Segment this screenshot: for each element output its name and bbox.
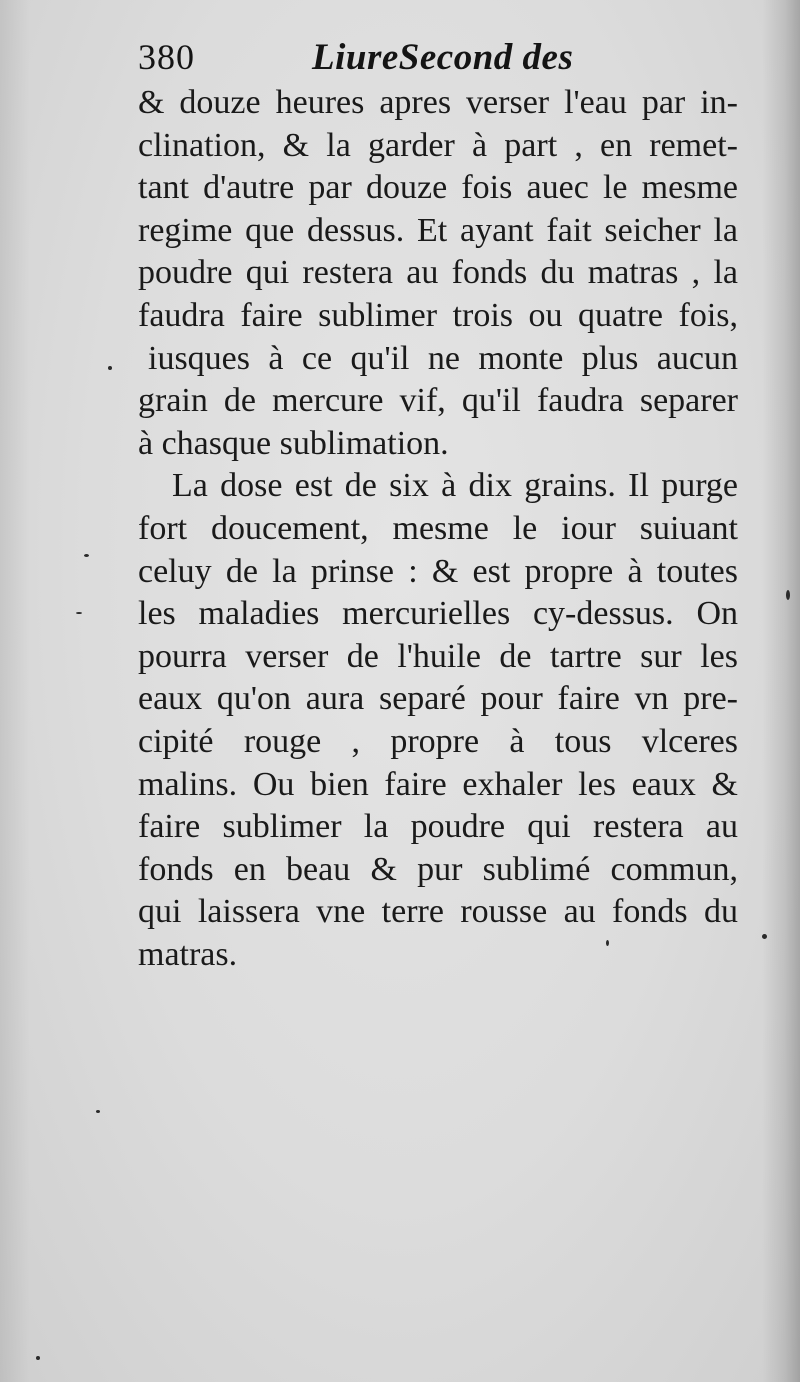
page-shadow-right xyxy=(762,0,800,1382)
text-line: poudre qui restera au fonds du matras , la xyxy=(138,254,738,292)
page-shadow-left xyxy=(0,0,30,1382)
running-head: LiureSecond des xyxy=(312,37,574,78)
ink-speck xyxy=(606,940,609,946)
text-line: les maladies mercurielles cy-dessus. On xyxy=(138,595,738,633)
ink-speck xyxy=(76,612,82,614)
page-number: 380 xyxy=(138,37,195,77)
text-line: tant d'autre par douze fois auec le mesme xyxy=(138,169,738,207)
text-line: iusques à ce qu'il ne monte plus aucun xyxy=(148,339,738,377)
text-line: cipité rouge , propre à tous vlceres xyxy=(138,722,738,760)
ink-speck xyxy=(84,554,89,557)
ink-speck xyxy=(762,934,767,939)
text-line: grain de mercure vif, qu'il faudra separer xyxy=(138,382,738,420)
text-line: qui laissera vne terre rousse au fonds du xyxy=(138,893,738,931)
ink-speck xyxy=(36,1356,40,1360)
text-line: matras. xyxy=(138,935,238,973)
ink-speck xyxy=(108,366,112,370)
paragraph-first-line: La dose est de six à dix grains. Il purge xyxy=(172,467,738,505)
ink-speck xyxy=(96,1110,100,1113)
page-header xyxy=(138,36,738,84)
text-line: à chasque sublimation. xyxy=(138,424,449,462)
text-line: fort doucement, mesme le iour suiuant xyxy=(138,509,738,547)
text-line: & douze heures apres verser l'eau par in- xyxy=(138,84,738,121)
text-line: pourra verser de l'huile de tartre sur les xyxy=(138,637,738,675)
text-line: clination, & la garder à part , en remet- xyxy=(138,126,738,164)
text-line: faudra faire sublimer trois ou quatre fois, xyxy=(138,296,738,334)
text-line: celuy de la prinse : & est propre à toutes xyxy=(138,552,738,590)
text-line: regime que dessus. Et ayant fait seicher la xyxy=(138,211,738,249)
ink-speck xyxy=(786,590,790,600)
text-line: fonds en beau & pur sublimé commun, xyxy=(138,850,738,888)
text-line: eaux qu'on aura separé pour faire vn pre- xyxy=(138,680,738,718)
text-line: faire sublimer la poudre qui restera au xyxy=(138,808,738,846)
text-line: malins. Ou bien faire exhaler les eaux & xyxy=(138,765,738,803)
body-text xyxy=(138,82,738,976)
